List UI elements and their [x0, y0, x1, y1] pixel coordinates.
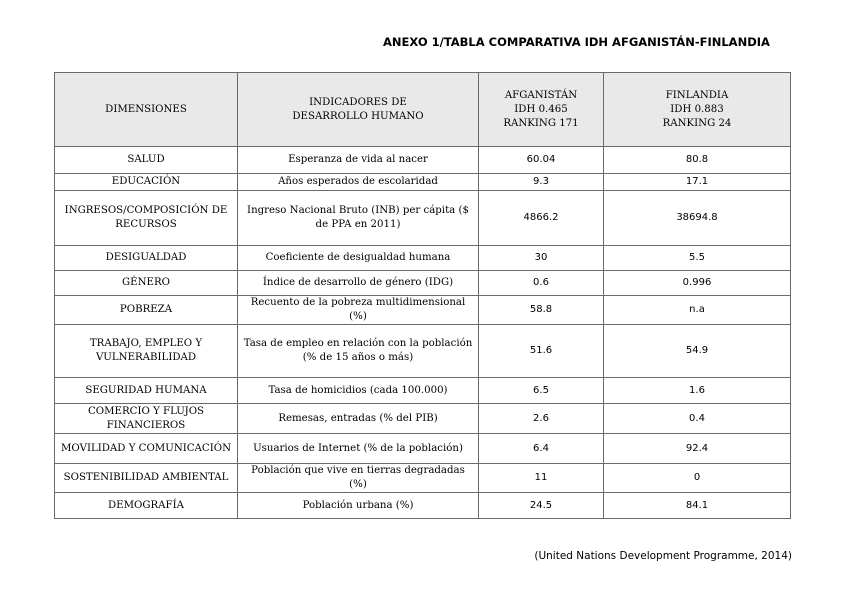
dimension-cell: GÉNERO — [55, 271, 238, 296]
country-b-value: 0.4 — [604, 404, 791, 434]
country-b-ranking: RANKING 24 — [662, 117, 732, 129]
comparison-table — [54, 72, 791, 519]
table-row — [55, 325, 791, 378]
country-a-value: 0.6 — [479, 271, 604, 296]
indicator-cell: Población urbana (%) — [238, 493, 479, 519]
header-indicators — [238, 73, 479, 147]
country-a-value: 58.8 — [479, 296, 604, 325]
country-a-value: 6.4 — [479, 434, 604, 464]
page-title: ANEXO 1/TABLA COMPARATIVA IDH AFGANISTÁN-FINLANDIA — [383, 35, 770, 49]
table-row — [55, 434, 791, 464]
country-a-value: 9.3 — [479, 174, 604, 191]
indicator-cell: Usuarios de Internet (% de la población) — [238, 434, 479, 464]
country-b-name: FINLANDIA — [665, 89, 729, 101]
country-a-value: 11 — [479, 464, 604, 493]
country-a-value: 51.6 — [479, 325, 604, 378]
table-row — [55, 174, 791, 191]
header-country-b — [604, 73, 791, 147]
table-row — [55, 147, 791, 174]
country-b-value: 80.8 — [604, 147, 791, 174]
indicator-cell: Remesas, entradas (% del PIB) — [238, 404, 479, 434]
country-a-ranking: RANKING 171 — [503, 117, 579, 129]
indicator-cell: Recuento de la pobreza multidimensional (%) — [238, 296, 479, 325]
country-b-idh: IDH 0.883 — [670, 103, 724, 115]
header-country-a — [479, 73, 604, 147]
country-b-value: 17.1 — [604, 174, 791, 191]
country-a-value: 30 — [479, 246, 604, 271]
country-a-value: 4866.2 — [479, 191, 604, 246]
table-row — [55, 493, 791, 519]
country-b-value: 92.4 — [604, 434, 791, 464]
table-row — [55, 404, 791, 434]
country-a-value: 6.5 — [479, 378, 604, 404]
table-row — [55, 246, 791, 271]
header-indicators-line1: INDICADORES DE — [309, 96, 407, 108]
table-row — [55, 378, 791, 404]
dimension-cell: DESIGUALDAD — [55, 246, 238, 271]
indicator-cell: Población que vive en tierras degradadas (%) — [238, 464, 479, 493]
indicator-cell: Ingreso Nacional Bruto (INB) per cápita ($ de PPA en 2011) — [238, 191, 479, 246]
country-a-idh: IDH 0.465 — [514, 103, 568, 115]
indicator-cell: Tasa de empleo en relación con la población (% de 15 años o más) — [238, 325, 479, 378]
header-dimensions: DIMENSIONES — [55, 73, 238, 147]
dimension-cell: MOVILIDAD Y COMUNICACIÓN — [55, 434, 238, 464]
dimension-cell: DEMOGRAFÍA — [55, 493, 238, 519]
table-row — [55, 271, 791, 296]
table-row — [55, 191, 791, 246]
dimension-cell: COMERCIO Y FLUJOS FINANCIEROS — [55, 404, 238, 434]
dimension-cell: TRABAJO, EMPLEO Y VULNERABILIDAD — [55, 325, 238, 378]
indicator-cell: Coeficiente de desigualdad humana — [238, 246, 479, 271]
country-b-value: n.a — [604, 296, 791, 325]
country-b-value: 0 — [604, 464, 791, 493]
table-row — [55, 296, 791, 325]
country-a-value: 24.5 — [479, 493, 604, 519]
country-a-value: 2.6 — [479, 404, 604, 434]
country-b-value: 54.9 — [604, 325, 791, 378]
dimension-cell: INGRESOS/COMPOSICIÓN DE RECURSOS — [55, 191, 238, 246]
dimension-cell: POBREZA — [55, 296, 238, 325]
header-row — [55, 73, 791, 147]
header-indicators-line2: DESARROLLO HUMANO — [292, 110, 424, 122]
dimension-cell: SALUD — [55, 147, 238, 174]
indicator-cell: Índice de desarrollo de género (IDG) — [238, 271, 479, 296]
country-b-value: 1.6 — [604, 378, 791, 404]
country-b-value: 38694.8 — [604, 191, 791, 246]
country-b-value: 0.996 — [604, 271, 791, 296]
country-b-value: 84.1 — [604, 493, 791, 519]
dimension-cell: SOSTENIBILIDAD AMBIENTAL — [55, 464, 238, 493]
country-a-value: 60.04 — [479, 147, 604, 174]
dimension-cell: SEGURIDAD HUMANA — [55, 378, 238, 404]
indicator-cell: Esperanza de vida al nacer — [238, 147, 479, 174]
indicator-cell: Tasa de homicidios (cada 100.000) — [238, 378, 479, 404]
country-b-value: 5.5 — [604, 246, 791, 271]
table-row — [55, 464, 791, 493]
dimension-cell: EDUCACIÓN — [55, 174, 238, 191]
indicator-cell: Años esperados de escolaridad — [238, 174, 479, 191]
source-citation: (United Nations Development Programme, 2014) — [534, 550, 792, 562]
country-a-name: AFGANISTÁN — [504, 89, 578, 101]
